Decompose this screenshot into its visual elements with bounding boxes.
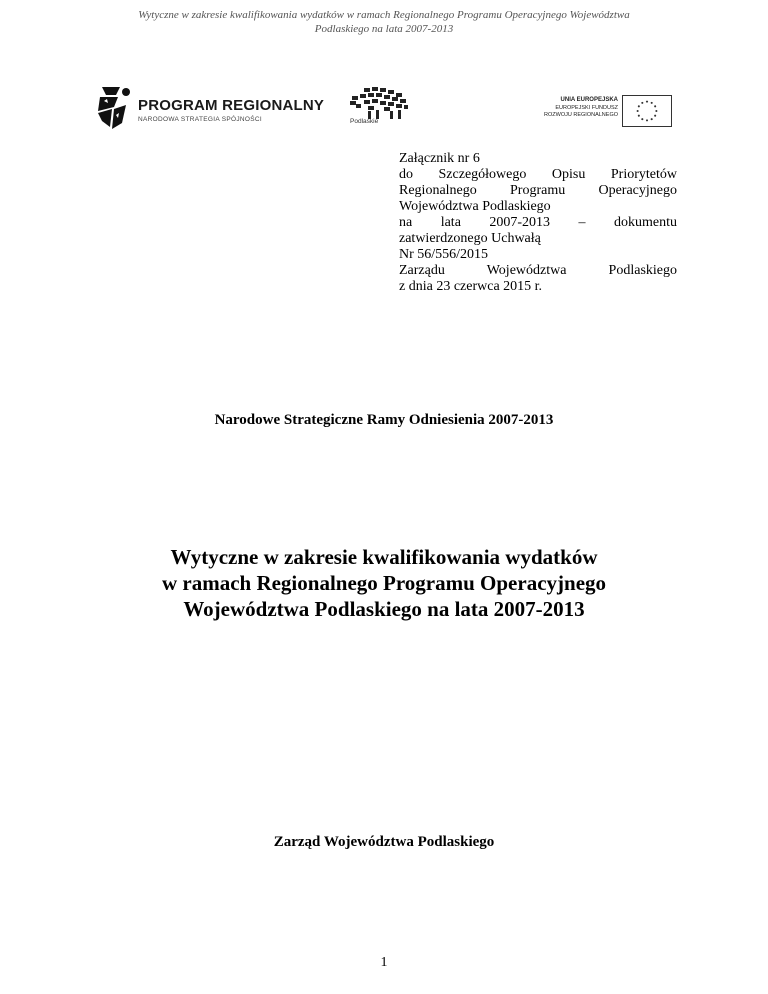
nsrf-title: Narodowe Strategiczne Ramy Odniesienia 2007-2013 bbox=[214, 412, 554, 428]
main-title-line-3: Województwa Podlaskiego na lata 2007-2013 bbox=[183, 597, 585, 621]
annex-line-8: Zarządu Województwa Podlaskiego bbox=[399, 263, 677, 278]
eu-text-line-1: UNIA EUROPEJSKA bbox=[560, 97, 618, 103]
running-header-line-1: Wytyczne w zakresie kwalifikowania wydatków w ramach Regionalnego Programu Operacyjnego Województwa bbox=[138, 9, 630, 21]
podlaskie-label: Podlaskie bbox=[350, 118, 379, 125]
page-number: 1 bbox=[380, 955, 388, 970]
board-name: Zarząd Województwa Podlaskiego bbox=[273, 834, 495, 850]
program-regionalny-icon bbox=[96, 83, 136, 133]
eu-flag-icon bbox=[622, 95, 672, 127]
eu-text bbox=[532, 97, 618, 120]
main-title-line-2: w ramach Regionalnego Programu Operacyjnego bbox=[161, 571, 607, 595]
podlaskie-logo bbox=[338, 84, 418, 130]
bison-icon bbox=[338, 84, 418, 120]
annex-line-9: z dnia 23 czerwca 2015 r. bbox=[399, 279, 543, 294]
eu-logo bbox=[532, 95, 674, 129]
eu-text-line-2: EUROPEJSKI FUNDUSZ bbox=[555, 104, 618, 111]
running-header-line-2: Podlaskiego na lata 2007-2013 bbox=[314, 23, 454, 35]
annex-line-4: Województwa Podlaskiego bbox=[399, 199, 551, 214]
annex-line-2: do Szczegółowego Opisu Priorytetów bbox=[399, 167, 677, 182]
program-regionalny-subtitle: NARODOWA STRATEGIA SPÓJNOŚCI bbox=[138, 116, 262, 123]
program-regionalny-logo bbox=[96, 83, 325, 133]
running-header bbox=[60, 8, 708, 36]
annex-line-3: Regionalnego Programu Operacyjnego bbox=[399, 183, 677, 198]
annex-line-6: zatwierdzonego Uchwałą bbox=[399, 231, 541, 246]
annex-line-1: Załącznik nr 6 bbox=[399, 151, 480, 166]
annex-block bbox=[399, 151, 677, 295]
annex-line-7: Nr 56/556/2015 bbox=[399, 247, 489, 262]
eu-text-line-3: ROZWOJU REGIONALNEGO bbox=[544, 112, 618, 118]
program-regionalny-title: PROGRAM REGIONALNY bbox=[138, 97, 325, 114]
main-title bbox=[0, 544, 768, 622]
main-title-line-1: Wytyczne w zakresie kwalifikowania wydatków bbox=[170, 545, 598, 569]
annex-line-5: na lata 2007-2013 – dokumentu bbox=[399, 215, 677, 230]
